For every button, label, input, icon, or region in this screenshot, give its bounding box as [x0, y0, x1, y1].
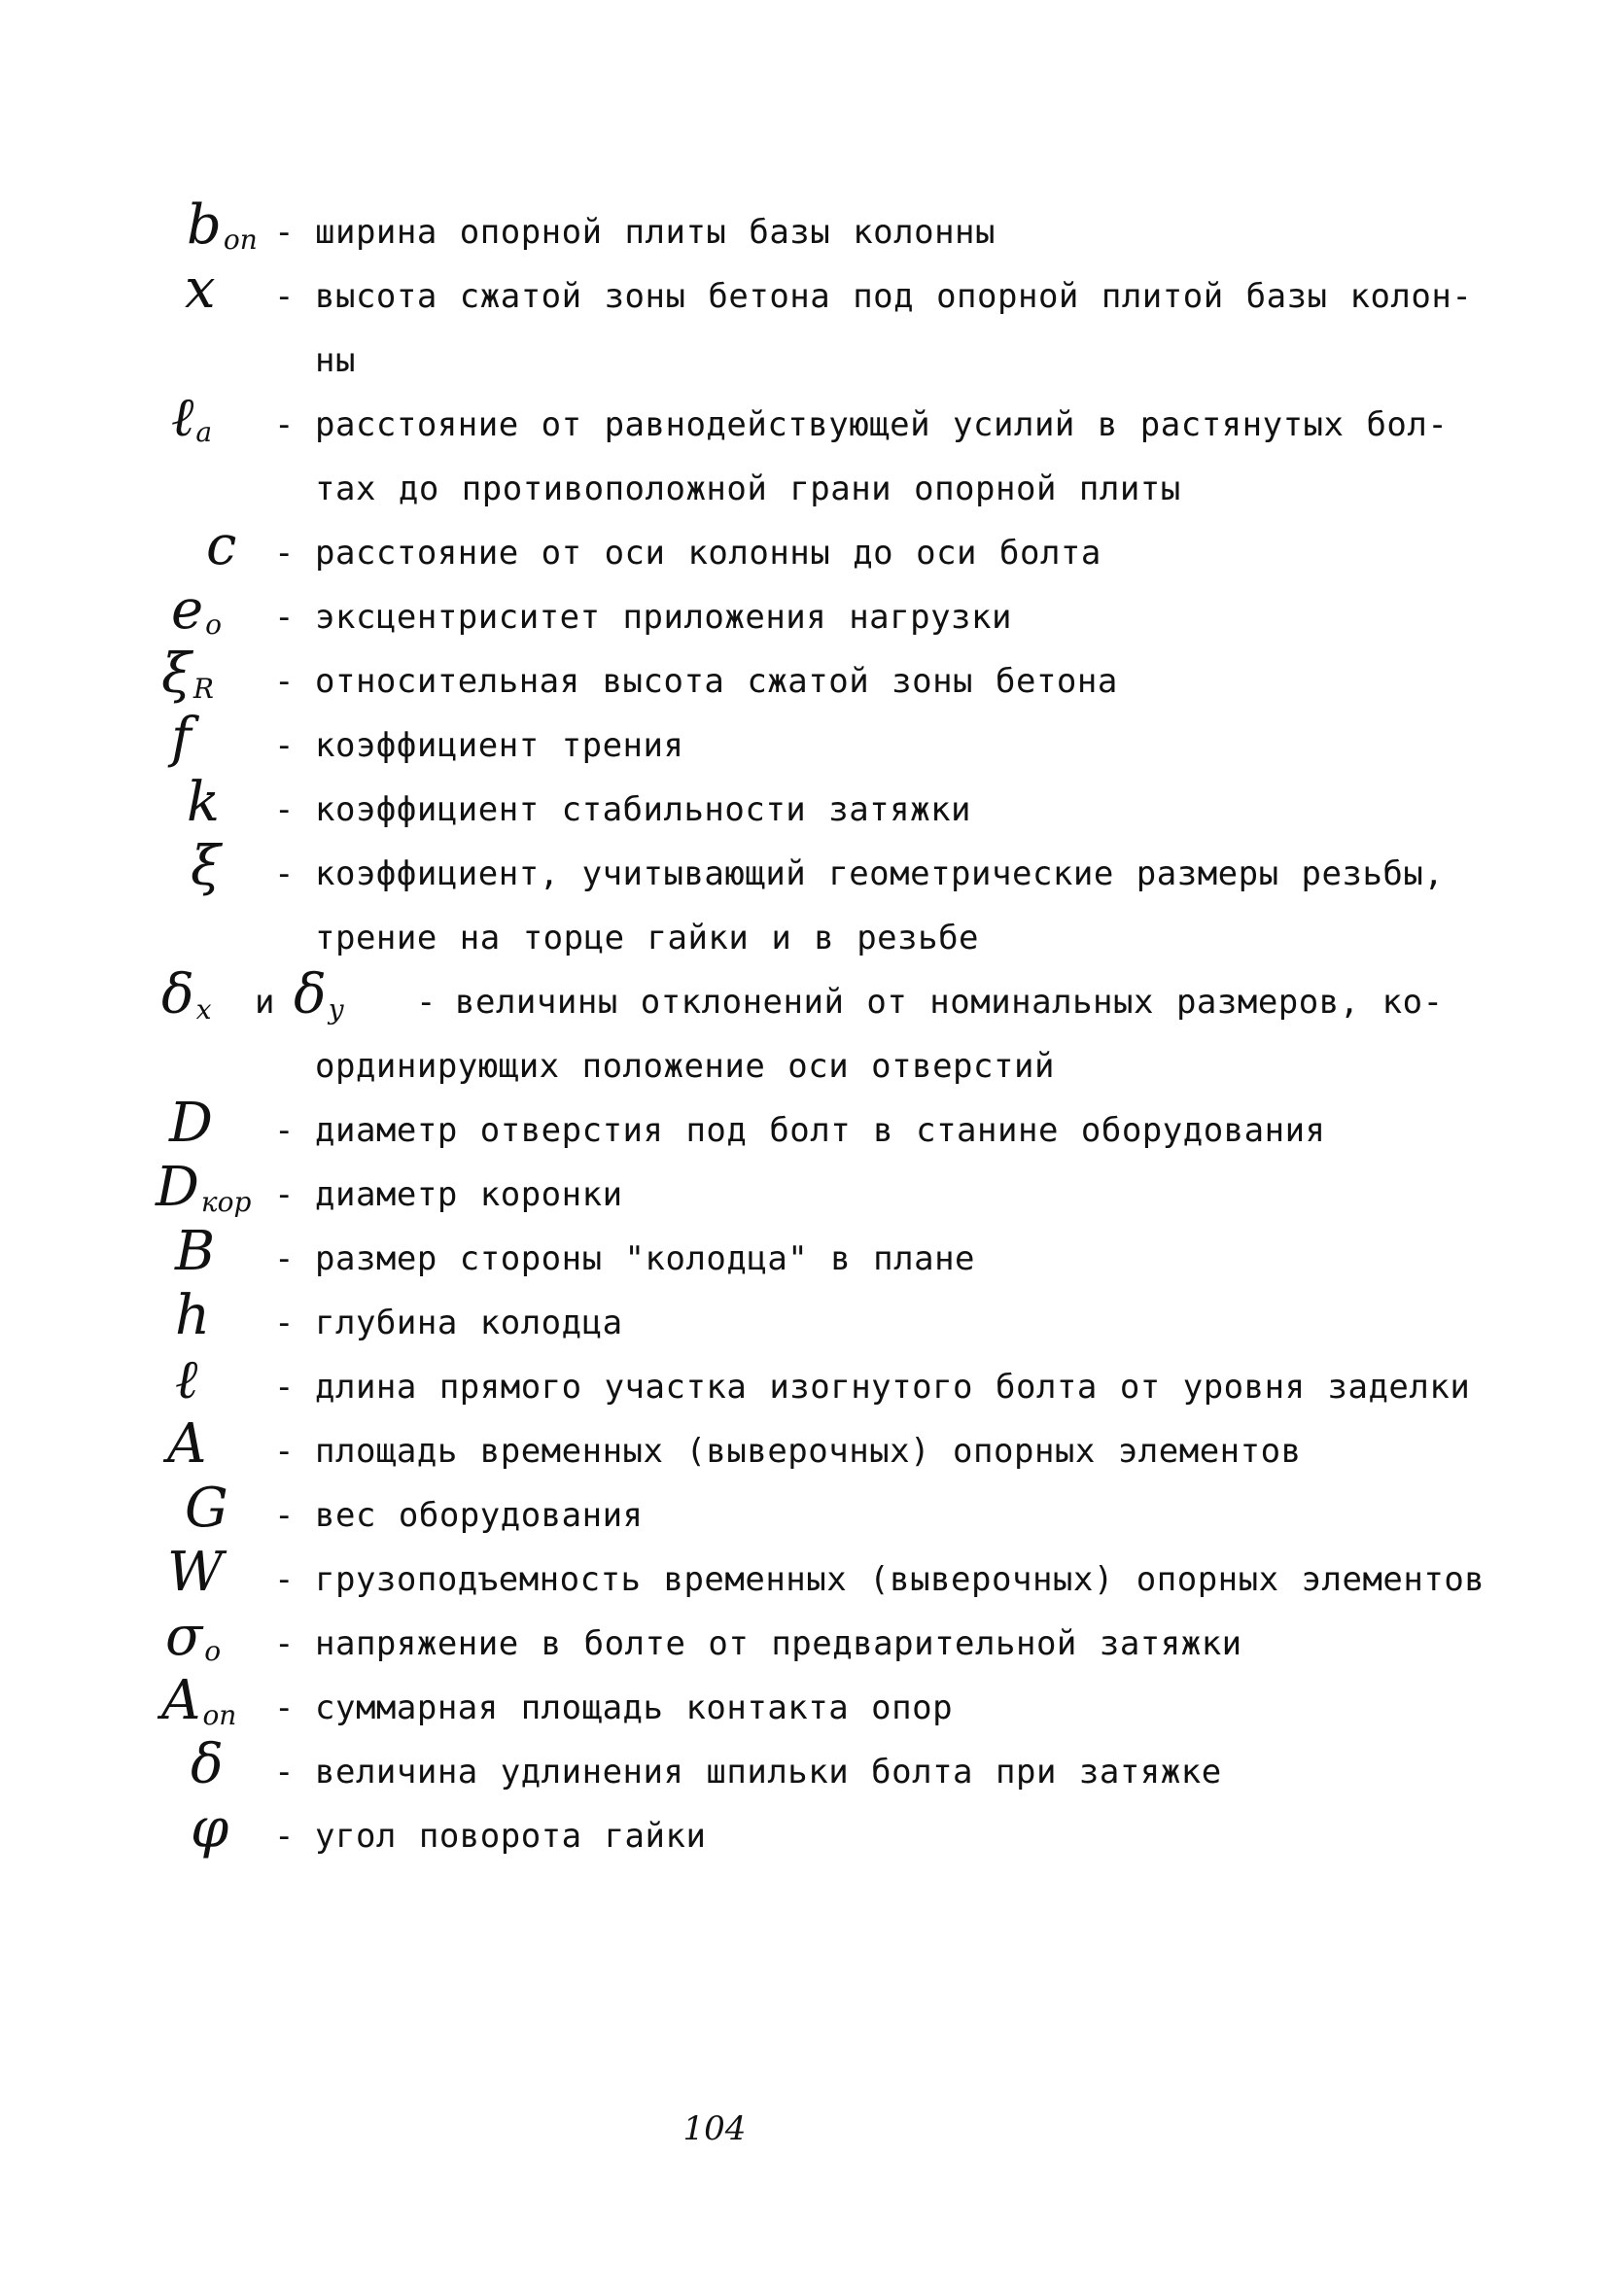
- symbol: [167, 1541, 224, 1604]
- definition-dash: -: [274, 1432, 295, 1471]
- symbol: [171, 386, 213, 454]
- definition-text-line: грузоподъемность временных (выверочных) опорных элементов: [315, 1560, 1486, 1599]
- definition-dash: -: [274, 1304, 295, 1342]
- symbol: [167, 1412, 207, 1476]
- definition-dash: -: [274, 1111, 295, 1150]
- symbol: [206, 514, 237, 577]
- symbol: [185, 1477, 228, 1540]
- symbol-base: ℓ: [171, 386, 194, 449]
- symbol-base: k: [187, 771, 220, 834]
- symbol-base: ℓ: [175, 1348, 198, 1411]
- definition-text-line: величины отклонений от номинальных размеров, ко-: [455, 983, 1444, 1022]
- definition-dash: -: [274, 1688, 295, 1727]
- definition-dash: -: [274, 534, 295, 573]
- definition-text-line: длина прямого участка изогнутого болта от уровня заделки: [315, 1368, 1471, 1407]
- definition-text-line: высота сжатой зоны бетона под опорной плитой базы колон-: [315, 277, 1473, 316]
- definition-text-line: размер стороны "колодца" в плане: [315, 1239, 976, 1278]
- symbol-base: δ: [294, 963, 327, 1026]
- definition-dash: -: [274, 790, 295, 829]
- definition-text-line: суммарная площадь контакта опор: [315, 1688, 954, 1727]
- symbol: [175, 1220, 216, 1283]
- definition-text-line: угол поворота гайки: [315, 1817, 707, 1856]
- symbol-subscript: y: [328, 993, 344, 1026]
- symbol: [161, 963, 212, 1031]
- symbol: [171, 707, 192, 770]
- definition-text-line: трение на торце гайки и в резьбе: [315, 919, 980, 957]
- definition-text-line: ординирующих положение оси отверстий: [315, 1047, 1055, 1086]
- symbol: [191, 1797, 229, 1861]
- symbol-base: σ: [165, 1605, 203, 1668]
- definition-dash: -: [274, 1368, 295, 1407]
- definition-text-line: расстояние от равнодействующей усилий в растянутых бол-: [315, 405, 1449, 444]
- symbol-base: b: [187, 193, 222, 257]
- symbol-base: e: [171, 578, 204, 642]
- symbol-base: B: [175, 1220, 216, 1283]
- definition-text-line: тах до противоположной грани опорной плиты: [315, 470, 1181, 508]
- definition-text-line: глубина колодца: [315, 1304, 623, 1342]
- definition-dash: -: [274, 277, 295, 316]
- definition-dash: -: [274, 1817, 295, 1856]
- definition-dash: -: [274, 1239, 295, 1278]
- symbol: [156, 1156, 252, 1224]
- definition-dash: -: [274, 1175, 295, 1214]
- symbol-subscript: оп: [223, 224, 258, 256]
- definition-dash: -: [274, 662, 295, 701]
- definition-dash: -: [274, 1560, 295, 1599]
- symbol-base: δ: [161, 963, 194, 1026]
- definition-dash: -: [274, 213, 295, 252]
- symbol-subscript: o: [204, 1635, 222, 1667]
- definition-text-line: относительная высота сжатой зоны бетона: [315, 662, 1118, 701]
- definition-dash: -: [416, 983, 437, 1022]
- symbol-base: G: [185, 1477, 228, 1540]
- definition-text-line: коэффициент стабильности затяжки: [315, 790, 972, 829]
- definition-text-line: ны: [315, 341, 356, 380]
- symbol-second: [294, 963, 344, 1031]
- page-number: 104: [682, 2109, 747, 2148]
- symbol-subscript: R: [192, 673, 214, 705]
- symbol-base: φ: [191, 1797, 229, 1861]
- symbol: [175, 1348, 198, 1411]
- definition-text-line: вес оборудования: [315, 1496, 644, 1535]
- symbol: [191, 1733, 224, 1796]
- definition-dash: -: [274, 1496, 295, 1535]
- symbol-base: h: [175, 1284, 211, 1347]
- definition-dash: -: [274, 726, 295, 765]
- symbol-base: δ: [191, 1733, 224, 1796]
- symbol-base: D: [156, 1156, 199, 1219]
- symbol: [171, 578, 222, 646]
- symbol: [187, 193, 258, 261]
- symbol-base: x: [185, 258, 216, 321]
- symbol-base: A: [161, 1669, 201, 1732]
- symbol-subscript: кор: [200, 1186, 252, 1218]
- definition-text-line: величина удлинения шпильки болта при затяжке: [315, 1753, 1222, 1792]
- symbol: [165, 1605, 222, 1673]
- symbol-base: D: [169, 1092, 213, 1155]
- symbol-base: ξ: [191, 835, 221, 898]
- definition-dash: -: [274, 854, 295, 893]
- definition-text-line: расстояние от оси колонны до оси болта: [315, 534, 1101, 573]
- symbol-subscript: o: [205, 609, 222, 641]
- definition-text-line: коэффициент трения: [315, 726, 684, 765]
- symbol: [169, 1092, 213, 1155]
- symbol-subscript: x: [195, 993, 212, 1026]
- definition-text-line: площадь временных (выверочных) опорных элементов: [315, 1432, 1302, 1471]
- symbol-subscript: оп: [202, 1699, 237, 1731]
- definition-dash: -: [274, 1624, 295, 1663]
- symbol: [191, 835, 221, 898]
- symbol-base: A: [167, 1412, 207, 1476]
- definition-dash: -: [274, 1753, 295, 1792]
- definition-text-line: напряжение в болте от предварительной затяжки: [315, 1624, 1242, 1663]
- definition-text-line: диаметр коронки: [315, 1175, 623, 1214]
- symbol-subscript: a: [195, 416, 213, 448]
- symbol: [161, 1669, 237, 1737]
- symbol-joiner: и: [255, 983, 275, 1022]
- definition-text-line: ширина опорной плиты базы колонны: [315, 213, 996, 252]
- definition-text-line: эксцентриситет приложения нагрузки: [315, 598, 1012, 637]
- symbol-base: ξ: [161, 643, 192, 706]
- symbol: [185, 258, 216, 321]
- symbol-base: c: [206, 514, 237, 577]
- symbol: [175, 1284, 211, 1347]
- symbol-base: W: [167, 1541, 224, 1604]
- symbol: [161, 643, 214, 711]
- definition-dash: -: [274, 405, 295, 444]
- definition-dash: -: [274, 598, 295, 637]
- symbol-base: f: [171, 707, 192, 770]
- definition-text-line: диаметр отверстия под болт в станине оборудования: [315, 1111, 1326, 1150]
- definition-text-line: коэффициент, учитывающий геометрические размеры резьбы,: [315, 854, 1445, 893]
- symbol: [187, 771, 220, 834]
